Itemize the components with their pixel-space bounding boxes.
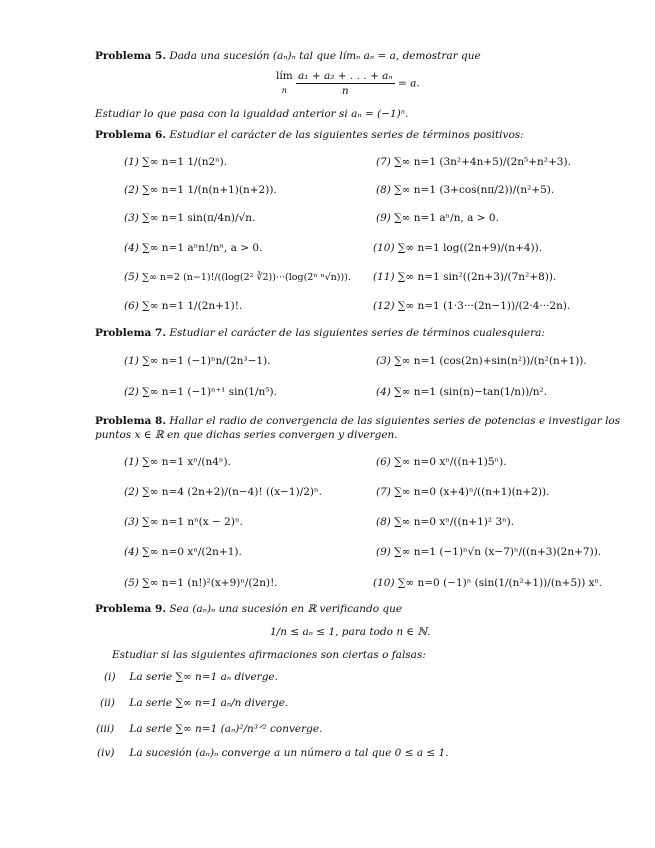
item-label: (2)	[124, 386, 139, 398]
p8-item	[376, 485, 549, 499]
p6-item	[124, 270, 351, 285]
p8-item	[124, 545, 242, 559]
p9-item	[97, 746, 449, 760]
p9-condition: 1/n ≤ aₙ ≤ 1, para todo n ∈ ℕ.	[270, 626, 431, 638]
p9-item	[96, 722, 322, 736]
p9-line	[95, 602, 402, 616]
item-formula: ∑∞ n=2 (n−1)!/((log(2² ∛2))···(log(2ⁿ ⁿ√n))).	[142, 272, 351, 283]
p6-item	[373, 270, 556, 284]
item-formula: ∑∞ n=0 xⁿ/(2n+1).	[142, 546, 242, 558]
item-text: La serie ∑∞ n=1 (aₙ)²/n³ᐟ² converge.	[129, 723, 323, 735]
p7-item	[124, 385, 277, 399]
item-formula: ∑∞ n=1 1/(2n+1)!.	[142, 300, 243, 312]
item-formula: ∑∞ n=1 log((2n+9)/(n+4)).	[397, 242, 543, 254]
item-label: (2)	[124, 486, 139, 498]
item-label: (6)	[124, 300, 139, 312]
item-formula: ∑∞ n=1 (−1)ⁿ⁺¹ sin(1/n⁵).	[142, 386, 277, 398]
item-formula: ∑∞ n=0 (−1)ⁿ (sin(1/(n²+1))/(n+5)) xⁿ.	[397, 577, 603, 589]
p7-item	[376, 385, 547, 399]
p6-line	[95, 128, 524, 142]
item-text: La sucesión (aₙ)ₙ converge a un número a tal que 0 ≤ a ≤ 1.	[129, 747, 449, 759]
p7-item	[376, 354, 587, 368]
item-label: (5)	[124, 577, 139, 589]
p8-statement-1: Hallar el radio de convergencia de las siguientes series de potencias e investigar los	[169, 415, 621, 427]
item-label: (1)	[124, 456, 139, 468]
p5-limit-numerator: a₁ + a₂ + . . . + aₙ	[298, 70, 393, 82]
item-label: (4)	[124, 242, 139, 254]
p9-heading: Problema 9.	[95, 603, 166, 615]
item-label: (10)	[373, 242, 395, 254]
p8-line	[95, 414, 620, 428]
item-label: (7)	[376, 156, 391, 168]
item-formula: ∑∞ n=1 (3+cos(nπ/2))/(n²+5).	[394, 184, 555, 196]
p6-item	[376, 155, 571, 169]
p5-line	[95, 49, 481, 63]
p5-limit	[276, 69, 420, 98]
p6-item	[124, 241, 262, 255]
p8-statement-2: puntos x ∈ ℝ en que dichas series convergen y divergen.	[95, 429, 398, 441]
item-label: (iv)	[97, 747, 115, 759]
item-label: (ii)	[100, 697, 115, 709]
item-formula: ∑∞ n=0 xⁿ/((n+1)² 3ⁿ).	[394, 516, 515, 528]
item-formula: ∑∞ n=1 (3n²+4n+5)/(2n⁵+n²+3).	[394, 156, 571, 168]
item-formula: ∑∞ n=1 aⁿ/n, a > 0.	[394, 212, 499, 224]
item-text: La serie ∑∞ n=1 aₙ/n diverge.	[129, 697, 289, 709]
p5-limit-fraction	[296, 69, 395, 98]
p8-item	[124, 576, 278, 590]
item-label: (3)	[124, 516, 139, 528]
p5-limit-op: lím	[276, 70, 293, 82]
p5-statement: Dada una sucesión (aₙ)ₙ tal que límₙ aₙ = a, demostrar que	[169, 50, 481, 62]
p8-item	[124, 485, 322, 499]
p9-item	[104, 670, 278, 684]
p8-item	[124, 455, 231, 469]
item-label: (2)	[124, 184, 139, 196]
item-formula: ∑∞ n=4 (2n+2)/(n−4)! ((x−1)/2)ⁿ.	[142, 486, 322, 498]
item-formula: ∑∞ n=1 xⁿ/(n4ⁿ).	[142, 456, 231, 468]
item-label: (10)	[373, 577, 395, 589]
item-label: (8)	[376, 184, 391, 196]
p6-item	[376, 183, 554, 197]
item-formula: ∑∞ n=1 (−1)ⁿ√n (x−7)ⁿ/((n+3)(2n+7)).	[394, 546, 602, 558]
item-label: (6)	[376, 456, 391, 468]
p6-statement: Estudiar el carácter de las siguientes series de términos positivos:	[169, 129, 524, 141]
item-label: (7)	[376, 486, 391, 498]
p5-followup: Estudiar lo que pasa con la igualdad anterior si aₙ = (−1)ⁿ.	[95, 108, 409, 120]
item-label: (i)	[104, 671, 116, 683]
item-formula: ∑∞ n=1 (1·3···(2n−1))/(2·4···2n).	[397, 300, 571, 312]
item-formula: ∑∞ n=1 (n!)²(x+9)ⁿ/(2n)!.	[142, 577, 278, 589]
item-formula: ∑∞ n=1 (cos(2n)+sin(n²))/(n²(n+1)).	[394, 355, 587, 367]
item-formula: ∑∞ n=1 sin²((2n+3)/(7n²+8)).	[397, 271, 557, 283]
item-label: (11)	[373, 271, 395, 283]
p6-item	[124, 155, 227, 169]
p7-line	[95, 326, 545, 340]
item-label: (4)	[124, 546, 139, 558]
item-label: (1)	[124, 355, 139, 367]
p9-question: Estudiar si las siguientes afirmaciones son ciertas o falsas:	[112, 649, 426, 661]
item-formula: ∑∞ n=1 1/(n2ⁿ).	[142, 156, 228, 168]
p6-item	[376, 211, 499, 225]
item-formula: ∑∞ n=0 (x+4)ⁿ/((n+1)(n+2)).	[394, 486, 550, 498]
p5-limit-denominator: n	[341, 85, 349, 97]
item-label: (3)	[124, 212, 139, 224]
item-label: (1)	[124, 156, 139, 168]
p5-limit-rhs: = a.	[397, 77, 420, 90]
p6-item	[373, 299, 570, 313]
p8-item	[373, 576, 602, 590]
p9-statement: Sea (aₙ)ₙ una sucesión en ℝ verificando que	[169, 603, 403, 615]
p6-item	[124, 211, 255, 225]
item-label: (12)	[373, 300, 395, 312]
p9-item	[100, 696, 288, 710]
p6-item	[124, 299, 242, 313]
item-formula: ∑∞ n=1 (−1)ⁿn/(2n³−1).	[142, 355, 271, 367]
item-label: (5)	[124, 271, 139, 283]
p7-item	[124, 354, 271, 368]
p7-statement: Estudiar el carácter de las siguientes series de términos cualesquiera:	[169, 327, 545, 339]
item-label: (9)	[376, 212, 391, 224]
p7-heading: Problema 7.	[95, 327, 166, 339]
p5-heading: Problema 5.	[95, 50, 166, 62]
p8-item	[376, 545, 601, 559]
item-text: La serie ∑∞ n=1 aₙ diverge.	[129, 671, 278, 683]
p8-heading: Problema 8.	[95, 415, 166, 427]
item-label: (8)	[376, 516, 391, 528]
item-formula: ∑∞ n=0 xⁿ/((n+1)5ⁿ).	[394, 456, 507, 468]
p6-heading: Problema 6.	[95, 129, 166, 141]
item-label: (9)	[376, 546, 391, 558]
p8-item	[376, 515, 514, 529]
p6-item	[124, 183, 277, 197]
item-formula: ∑∞ n=1 (sin(n)−tan(1/n))/n².	[394, 386, 548, 398]
item-label: (3)	[376, 355, 391, 367]
p8-item	[376, 455, 507, 469]
item-formula: ∑∞ n=1 aⁿn!/nⁿ, a > 0.	[142, 242, 263, 254]
item-label: (4)	[376, 386, 391, 398]
item-formula: ∑∞ n=1 nⁿ(x − 2)ⁿ.	[142, 516, 243, 528]
p6-item	[373, 241, 542, 255]
p8-item	[124, 515, 243, 529]
item-formula: ∑∞ n=1 sin(π/4n)/√n.	[142, 212, 256, 224]
item-label: (iii)	[96, 723, 115, 735]
p5-limit-sub: n	[281, 86, 287, 95]
item-formula: ∑∞ n=1 1/(n(n+1)(n+2)).	[142, 184, 277, 196]
